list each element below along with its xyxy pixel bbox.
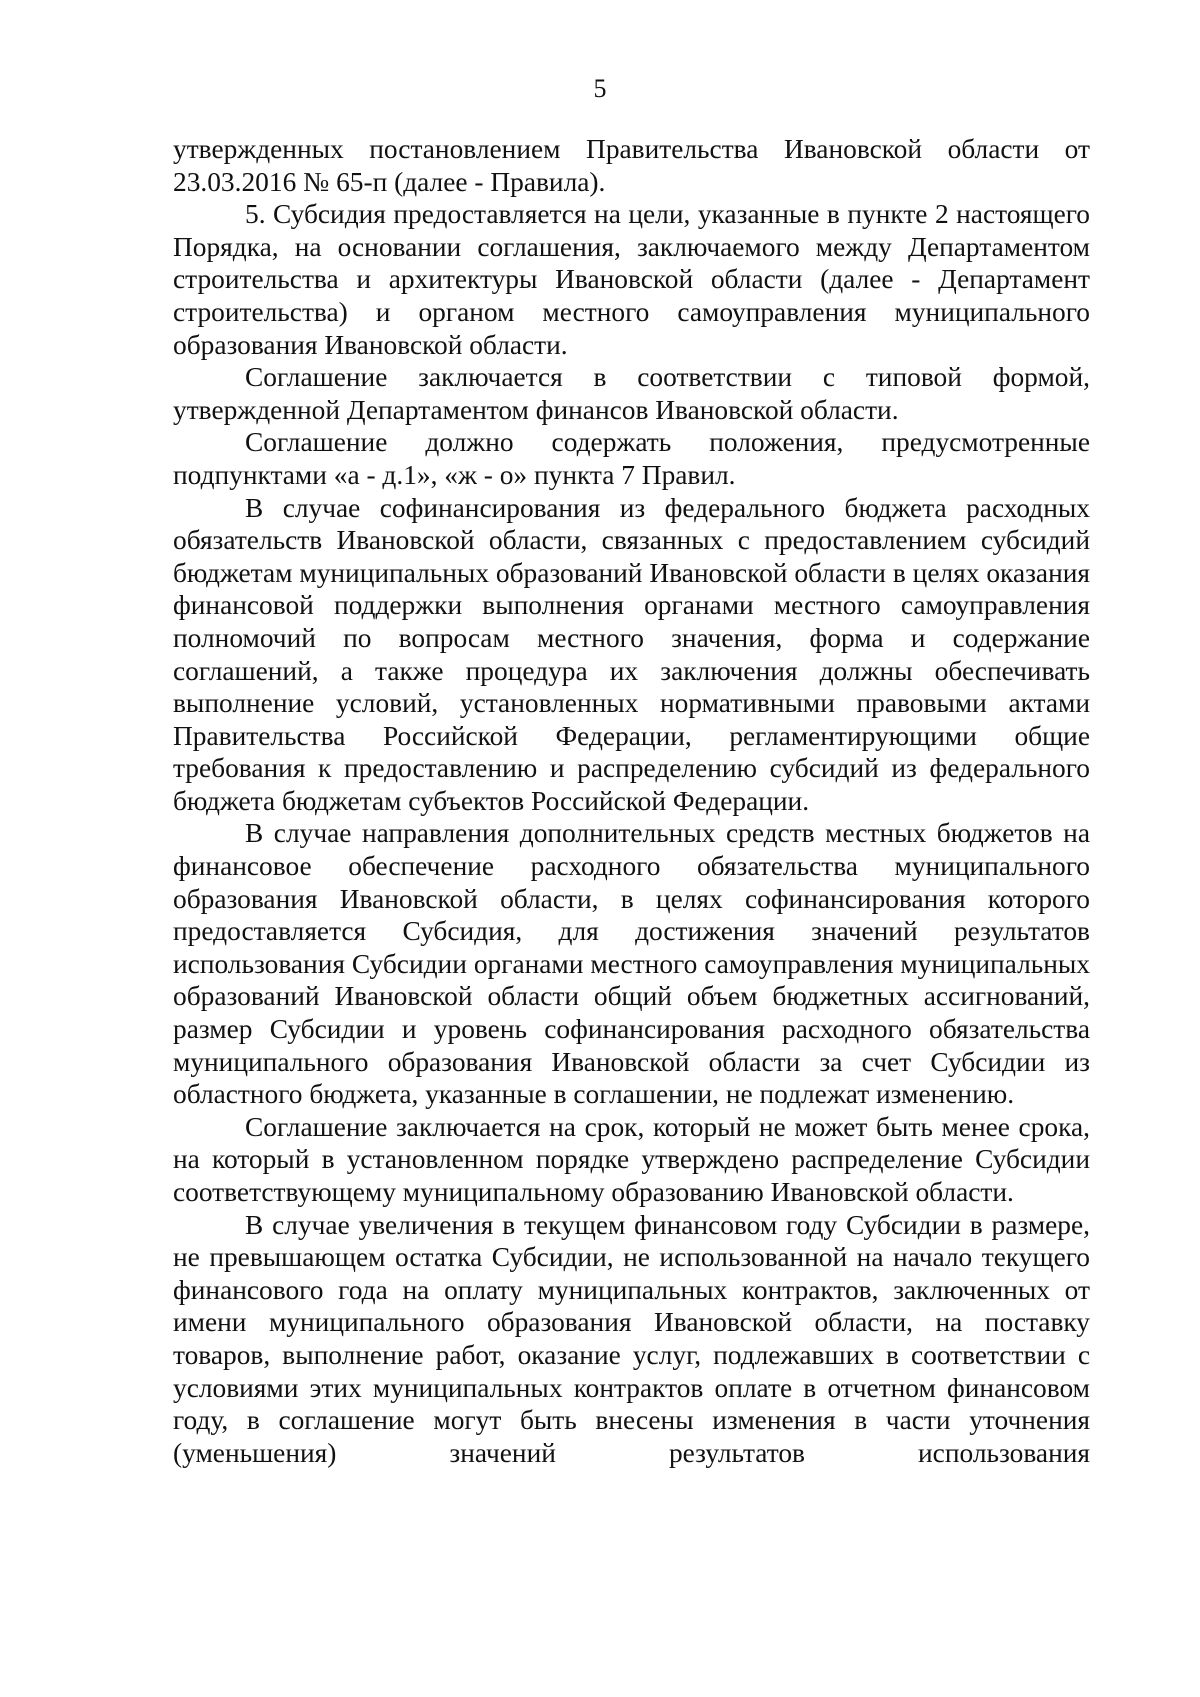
paragraph-agreement-provisions: Соглашение должно содержать положения, предусмотренные подпунктами «а - д.1», «ж - о» пункта 7 Правил.	[173, 427, 1090, 490]
paragraph-continuation: утвержденных постановлением Правительства Ивановской области от 23.03.2016 № 65-п (далее - Правила).	[173, 134, 1090, 197]
paragraph-agreement-term: Соглашение заключается на срок, который не может быть менее срока, на который в установленном порядке утверждено распределение Субсидии соответствующему муниципальному образованию Ивановской области.	[173, 1111, 1090, 1207]
document-body	[173, 133, 1090, 1469]
paragraph-clause-5: 5. Субсидия предоставляется на цели, указанные в пункте 2 настоящего Порядка, на основании соглашения, заключаемого между Департаментом строительства и архитектуры Ивановской области (далее - Департамент строительства) и органом местного самоуправления муниципального образования Ивановской области.	[173, 199, 1090, 360]
paragraph-federal-cofinancing: В случае софинансирования из федерального бюджета расходных обязательств Ивановской области, связанных с предоставлением субсидий бюджетам муниципальных образований Ивановской области в целях оказания финансовой поддержки выполнения органами местного самоуправления полномочий по вопросам местного значения, форма и содержание соглашений, а также процедура их заключения должны обеспечивать выполнение условий, установленных нормативными правовыми актами Правительства Российской Федерации, регламентирующими общие требования к предоставлению и распределению субсидий из федерального бюджета бюджетам субъектов Российской Федерации.	[173, 492, 1090, 816]
paragraph-subsidy-increase: В случае увеличения в текущем финансовом году Субсидии в размере, не превышающем остатка Субсидии, не использованной на начало текущего финансового года на оплату муниципальных контрактов, заключенных от имени муниципального образования Ивановской области, на поставку товаров, выполнение работ, оказание услуг, подлежавших в соответствии с условиями этих муниципальных контрактов оплате в отчетном финансовом году, в соглашение могут быть внесены изменения в части уточнения (уменьшения) значений результатов использования	[173, 1209, 1090, 1468]
paragraph-additional-funds: В случае направления дополнительных средств местных бюджетов на финансовое обеспечение расходного обязательства муниципального образования Ивановской области, в целях софинансирования которого предоставляется Субсидия, для достижения значений результатов использования Субсидии органами местного самоуправления муниципальных образований Ивановской области общий объем бюджетных ассигнований, размер Субсидии и уровень софинансирования расходного обязательства муниципального образования Ивановской области за счет Субсидии из областного бюджета, указанные в соглашении, не подлежат изменению.	[173, 818, 1090, 1110]
page-number: 5	[593, 74, 607, 103]
paragraph-agreement-form: Соглашение заключается в соответствии с типовой формой, утвержденной Департаментом финансов Ивановской области.	[173, 362, 1090, 425]
